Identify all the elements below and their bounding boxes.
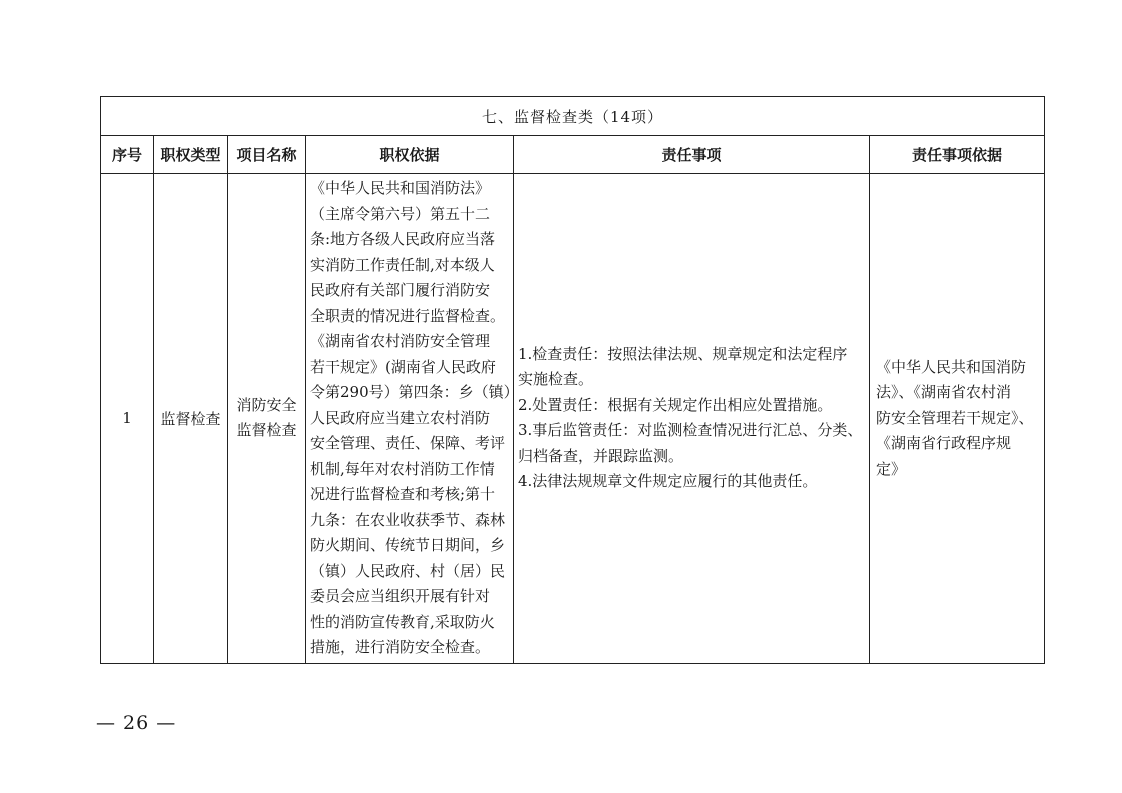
basis-line: 实消防工作责任制,对本级人 — [310, 255, 495, 274]
responsibility-basis-line: 《湖南省行政程序规 — [876, 434, 1012, 452]
header-row — [101, 136, 1045, 174]
section-row — [101, 97, 1045, 136]
cell-responsibility — [514, 174, 870, 664]
basis-line: 条:地方各级人民政府应当落 — [310, 230, 496, 248]
cell-basis — [306, 174, 519, 664]
col-header-index: 序号 — [101, 136, 154, 174]
cell-power-type: 监督检查 — [154, 174, 228, 664]
basis-line: 性的消防宣传教育,采取防火 — [310, 612, 495, 631]
responsibility-basis-line: 定》 — [876, 459, 907, 478]
col-header-basis: 职权依据 — [306, 136, 514, 174]
basis-line: 全职责的情况进行监督检查。 — [310, 306, 506, 325]
duty-table — [100, 96, 1045, 664]
cell-project-name — [228, 174, 306, 664]
basis-line: （镇）人民政府、村（居）民 — [310, 561, 506, 580]
col-header-project-name: 项目名称 — [228, 136, 306, 174]
col-header-power-type: 职权类型 — [154, 136, 228, 174]
basis-line: 令第290号）第四条：乡（镇） — [310, 383, 519, 401]
basis-line: 措施，进行消防安全检查。 — [310, 638, 491, 656]
cell-responsibility-basis — [870, 174, 1045, 664]
responsibility-line: 实施检查。 — [518, 370, 594, 389]
responsibility-line: 4.法律法规规章文件规定应履行的其他责任。 — [518, 472, 818, 491]
basis-line: 若干规定》(湖南省人民政府 — [310, 357, 496, 376]
responsibility-basis-line: 防安全管理若干规定》、 — [876, 408, 1034, 427]
responsibility-basis-line: 法》、《湖南省农村消 — [876, 383, 1012, 401]
basis-line: 况进行监督检查和考核;第十 — [310, 485, 496, 503]
basis-line: 安全管理、责任、保障、考评 — [310, 434, 506, 452]
basis-line: （主席令第六号）第五十二 — [310, 204, 491, 223]
responsibility-line: 1.检查责任：按照法律法规、规章规定和法定程序 — [518, 344, 848, 363]
col-header-responsibility: 责任事项 — [514, 136, 870, 174]
responsibility-basis-line: 《中华人民共和国消防 — [876, 357, 1027, 376]
basis-line: 民政府有关部门履行消防安 — [310, 281, 491, 299]
project-name-line: 监督检查 — [236, 421, 297, 440]
responsibility-line: 2.处置责任：根据有关规定作出相应处置措施。 — [518, 395, 833, 414]
basis-line: 《中华人民共和国消防法》 — [310, 179, 491, 197]
page-number: — 26 — — [96, 712, 177, 734]
responsibility-line: 归档备查，并跟踪监测。 — [518, 446, 684, 465]
table-row — [101, 174, 1045, 664]
basis-line: 机制,每年对农村消防工作情 — [310, 459, 495, 478]
basis-line: 委员会应当组织开展有针对 — [310, 587, 491, 605]
project-name-line: 消防安全 — [236, 396, 297, 415]
section-title: 七、监督检查类（14项） — [101, 97, 1045, 136]
col-header-responsibility-basis: 责任事项依据 — [870, 136, 1045, 174]
basis-line: 人民政府应当建立农村消防 — [310, 408, 491, 427]
responsibility-line: 3.事后监管责任：对监测检查情况进行汇总、分类、 — [518, 421, 863, 440]
basis-line: 《湖南省农村消防安全管理 — [310, 332, 491, 350]
cell-index: 1 — [101, 174, 154, 664]
basis-line: 九条：在农业收获季节、森林 — [310, 510, 506, 529]
basis-line: 防火期间、传统节日期间，乡 — [310, 536, 506, 554]
